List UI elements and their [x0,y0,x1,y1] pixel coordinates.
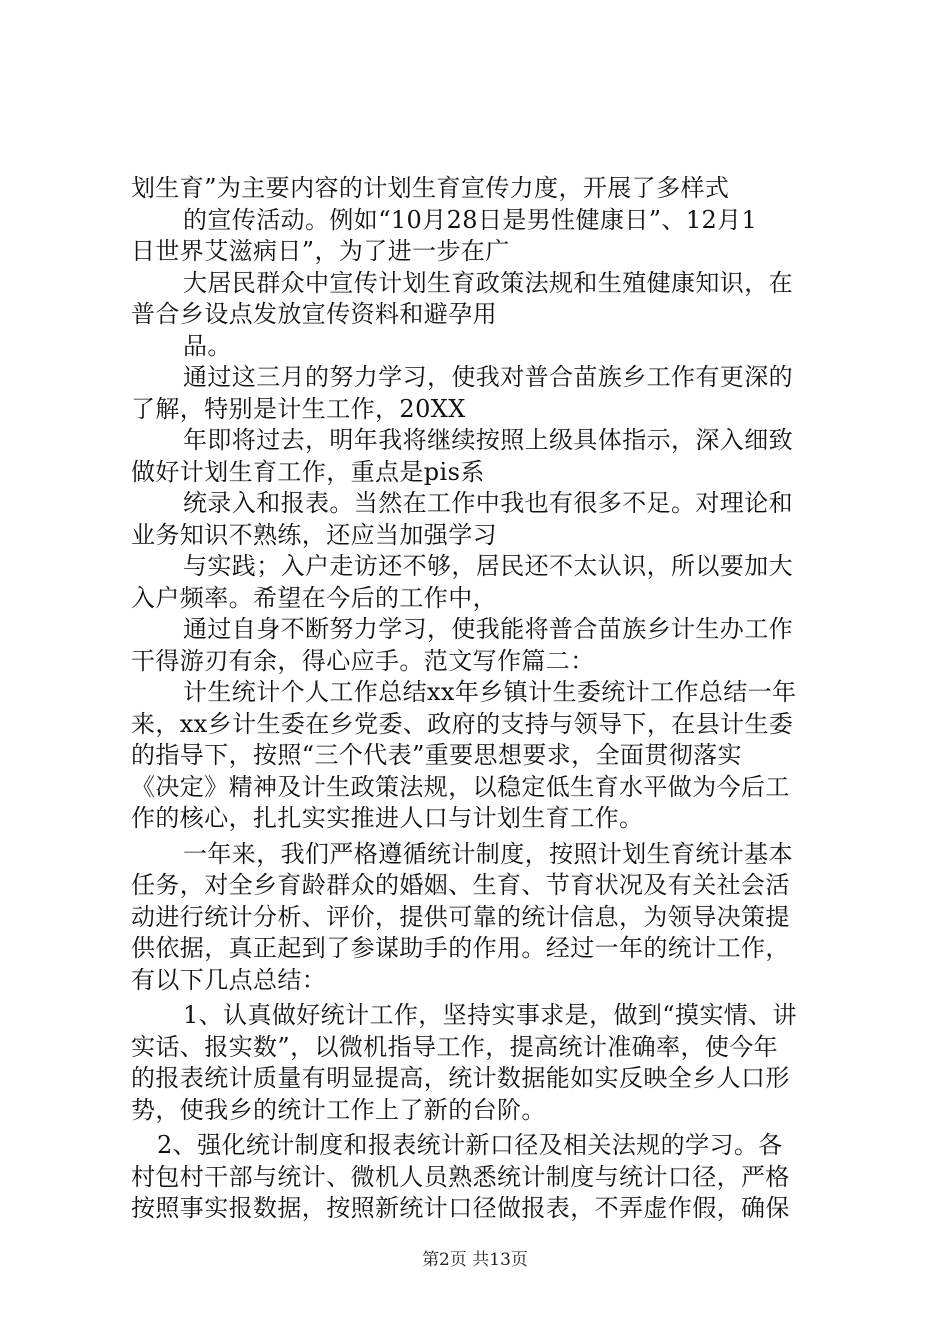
text-line: 干得游刃有余，得心应手。范文写作篇二： [131,646,595,675]
text-line: 村包村干部与统计、微机人员熟悉统计制度与统计口径，严格 [131,1162,790,1191]
text-line: 通过这三月的努力学习，使我对普合苗族乡工作有更深的 [183,363,793,391]
text-line: 动进行统计分析、评价，提供可靠的统计信息，为领导决策提 [131,902,790,931]
text-line: 入户频率。希望在今后的工作中， [131,583,497,612]
page-number-footer: 第2页 共13页 [422,1250,528,1270]
text-line: 的指导下，按照“三个代表”重要思想要求，全面贯彻落实 [131,741,742,769]
text-line: 了解，特别是计生工作，20XX [131,394,466,423]
text-line: 统录入和报表。当然在工作中我也有很多不足。对理论和 [183,489,793,517]
text-line: 1、认真做好统计工作，坚持实事求是，做到“摸实情、讲 [183,1001,797,1029]
text-line: 《决定》精神及计生政策法规，以稳定低生育水平做为今后工 [131,772,790,801]
text-line: 计生统计个人工作总结xx年乡镇计生委统计工作总结一年 [183,678,797,706]
document-body [131,173,831,1225]
text-line: 势，使我乡的统计工作上了新的台阶。 [131,1095,546,1124]
text-line: 一年来，我们严格遵循统计制度，按照计划生育统计基本 [183,839,793,868]
text-line: 任务，对全乡育龄群众的婚姻、生育、节育状况及有关社会活 [131,871,790,899]
text-line: 来，xx乡计生委在乡党委、政府的支持与领导下，在县计生委 [131,709,794,738]
text-line: 有以下几点总结： [131,965,327,994]
text-line: 实话、报实数”，以微机指导工作，提高统计准确率，使今年 [131,1032,779,1061]
text-line: 2、强化统计制度和报表统计新口径及相关法规的学习。各 [157,1131,783,1159]
text-line: 普合乡设点发放宣传资料和避孕用 [131,300,497,328]
text-line: 年即将过去，明年我将继续按照上级具体指示，深入细致 [183,426,793,454]
text-line: 的宣传活动。例如“10月28日是男性健康日”、12月1 [183,205,758,234]
text-line: 作的核心，扎扎实实推进人口与计划生育工作。 [131,804,644,832]
text-line: 品。 [183,331,232,360]
text-line: 与实践；入户走访还不够，居民还不太认识，所以要加大 [183,552,793,580]
text-line: 业务知识不熟练，还应当加强学习 [131,520,497,549]
text-line: 做好计划生育工作，重点是pis系 [131,457,485,486]
text-line: 日世界艾滋病日”，为了进一步在广 [131,237,510,265]
text-line: 大居民群众中宣传计划生育政策法规和生殖健康知识，在 [183,268,793,297]
text-line: 划生育”为主要内容的计划生育宣传力度，开展了多样式 [131,174,730,202]
text-line: 供依据，真正起到了参谋助手的作用。经过一年的统计工作， [131,934,790,962]
text-line: 通过自身不断努力学习，使我能将普合苗族乡计生办工作 [183,615,793,643]
text-line: 的报表统计质量有明显提高，统计数据能如实反映全乡人口形 [131,1064,790,1092]
text-line: 按照事实报数据，按照新统计口径做报表，不弄虚作假，确保 [131,1194,790,1222]
